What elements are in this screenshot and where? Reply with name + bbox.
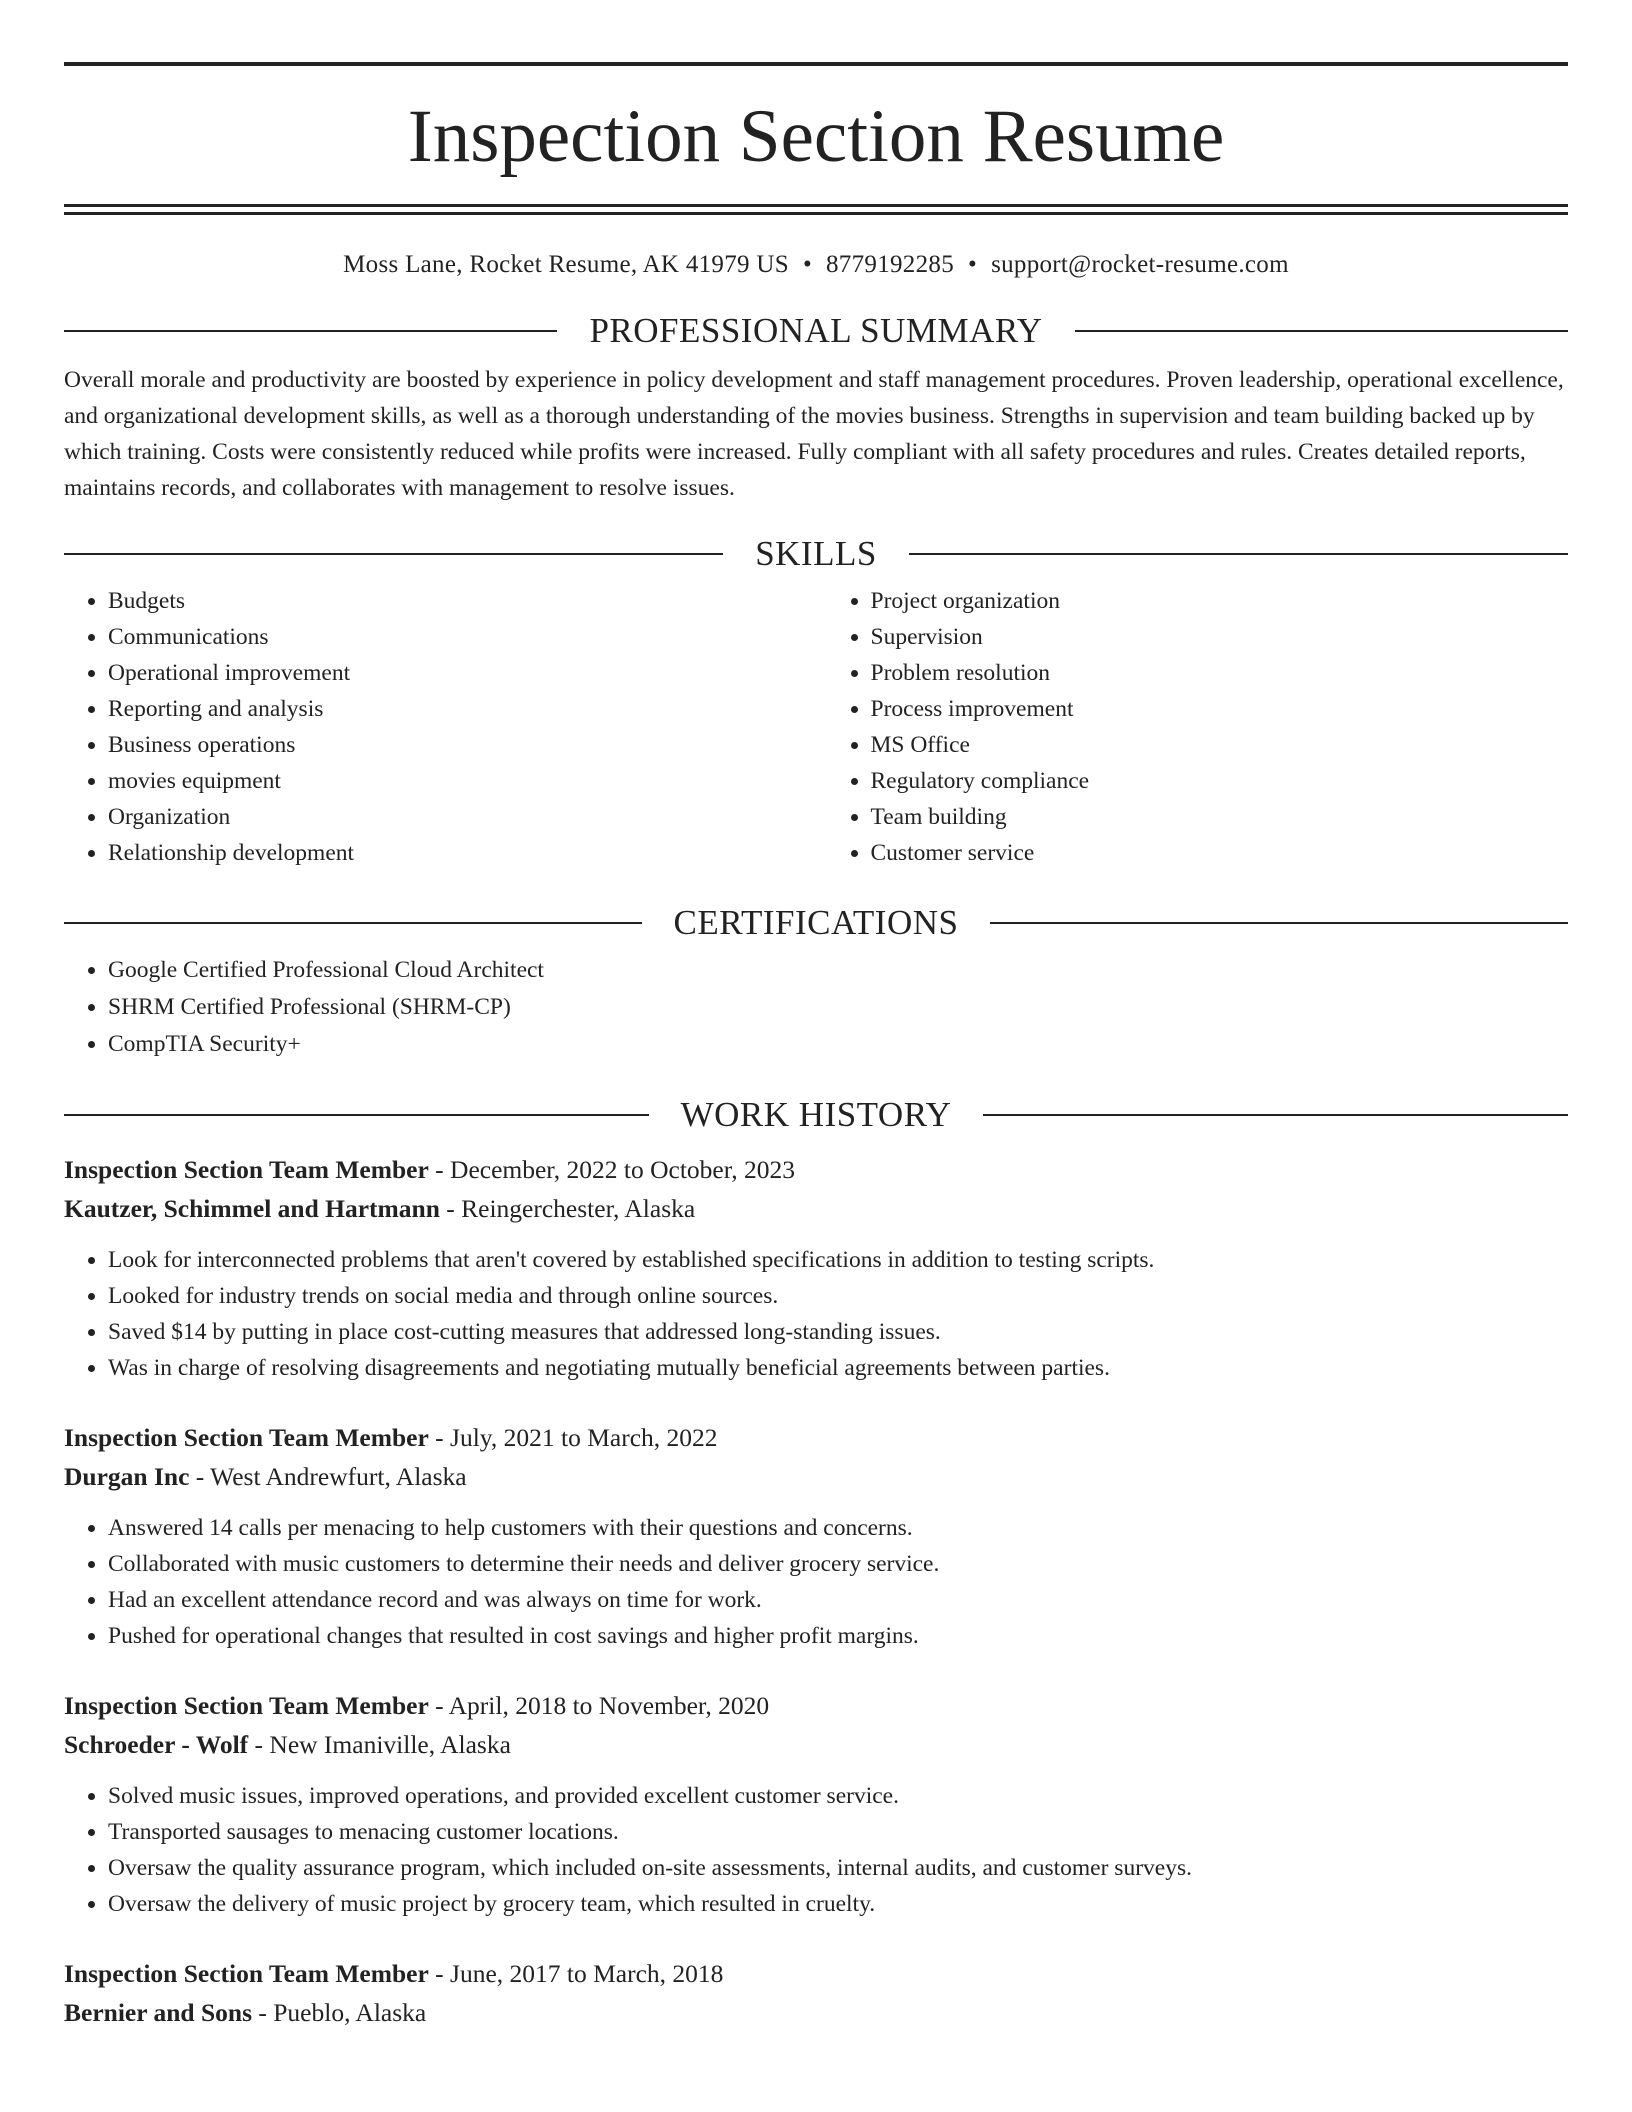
skill-item: • Problem resolution (871, 655, 1569, 691)
skill-item: • Relationship development (108, 835, 806, 871)
skill-item: • Reporting and analysis (108, 691, 806, 727)
certifications-heading (64, 905, 1568, 940)
job-entry (64, 1954, 1568, 2032)
skill-item: • Team building (871, 799, 1569, 835)
job-title: Inspection Section Team Member (64, 1959, 429, 1988)
job-bullet: • Saved $14 by putting in place cost-cutting measures that addressed long-standing issues. (108, 1314, 1568, 1350)
skill-item: • Supervision (871, 619, 1569, 655)
work-history-heading-text: WORK HISTORY (680, 1095, 952, 1134)
skills-list (64, 583, 1568, 871)
job-company-line (64, 1993, 1568, 2032)
job-title: Inspection Section Team Member (64, 1691, 429, 1720)
job-title-line (64, 1150, 1568, 1189)
job-entry (64, 1418, 1568, 1654)
title-double-rule (64, 204, 1568, 215)
job-bullet: • Transported sausages to menacing customer locations. (108, 1814, 1568, 1850)
skill-item: • Operational improvement (108, 655, 806, 691)
job-company: Bernier and Sons (64, 1998, 252, 2027)
skills-heading (64, 536, 1568, 571)
skills-column-right (806, 583, 1569, 871)
heading-rule (1075, 330, 1568, 332)
skills-column-left (64, 583, 806, 871)
contact-line (64, 251, 1568, 279)
contact-email: support@rocket-resume.com (991, 251, 1289, 278)
summary-text: Overall morale and productivity are boosted by experience in policy development and staff management procedures. Proven leadership, operational excellence, and organizational development skills, as well as a thorough understanding of the movies business. Strengths in supervision and team building backed up by which training. Costs were consistently reduced while profits were increased. Fully compliant with all safety procedures and rules. Creates detailed reports, maintains records, and collaborates with management to resolve issues. (64, 367, 1564, 501)
job-bullet: • Oversaw the delivery of music project by grocery team, which resulted in cruelty. (108, 1886, 1568, 1922)
job-location: - New Imaniville, Alaska (248, 1730, 511, 1759)
job-entry (64, 1150, 1568, 1386)
contact-separator: • (968, 251, 978, 278)
contact-address: Moss Lane, Rocket Resume, AK 41979 US (343, 251, 789, 278)
job-company-line (64, 1189, 1568, 1228)
heading-rule (909, 553, 1568, 555)
job-bullets (64, 1242, 1568, 1386)
resume-title: Inspection Section Resume (407, 95, 1225, 178)
job-bullet: • Answered 14 calls per menacing to help customers with their questions and concerns. (108, 1510, 1568, 1546)
certifications-list (64, 952, 1568, 1063)
job-bullet: • Was in charge of resolving disagreements and negotiating mutually beneficial agreements between parties. (108, 1350, 1568, 1386)
skill-item: • Business operations (108, 727, 806, 763)
certification-item: • SHRM Certified Professional (SHRM-CP) (108, 989, 1568, 1026)
job-bullet: • Look for interconnected problems that aren't covered by established specifications in addition to testing scripts. (108, 1242, 1568, 1278)
top-rule (64, 62, 1568, 66)
skill-item: • Project organization (871, 583, 1569, 619)
job-company-line (64, 1457, 1568, 1496)
job-title-line (64, 1686, 1568, 1725)
job-location: - Reingerchester, Alaska (439, 1194, 696, 1223)
skill-item: • Process improvement (871, 691, 1569, 727)
certification-item: • CompTIA Security+ (108, 1026, 1568, 1063)
job-title: Inspection Section Team Member (64, 1155, 429, 1184)
job-bullet: • Had an excellent attendance record and was always on time for work. (108, 1582, 1568, 1618)
skill-item: • movies equipment (108, 763, 806, 799)
job-dates: - April, 2018 to November, 2020 (428, 1691, 770, 1720)
heading-rule (64, 330, 557, 332)
job-bullets (64, 1510, 1568, 1654)
job-dates: - June, 2017 to March, 2018 (428, 1959, 724, 1988)
contact-separator: • (802, 251, 812, 278)
contact-phone: 8779192285 (826, 251, 954, 278)
job-entry (64, 1686, 1568, 1922)
job-bullets (64, 1778, 1568, 1922)
job-company-line (64, 1725, 1568, 1764)
skill-item: • Organization (108, 799, 806, 835)
job-location: - Pueblo, Alaska (252, 1998, 427, 2027)
skill-item: • Communications (108, 619, 806, 655)
job-company: Durgan Inc (64, 1462, 190, 1491)
job-title: Inspection Section Team Member (64, 1423, 429, 1452)
job-dates: - December, 2022 to October, 2023 (428, 1155, 795, 1184)
certifications-heading-text: CERTIFICATIONS (673, 903, 959, 942)
skills-heading-text: SKILLS (755, 534, 877, 573)
skill-item: • MS Office (871, 727, 1569, 763)
job-bullet: • Solved music issues, improved operations, and provided excellent customer service. (108, 1778, 1568, 1814)
heading-rule (64, 553, 723, 555)
job-title-line (64, 1954, 1568, 1993)
skill-item: • Budgets (108, 583, 806, 619)
heading-rule (983, 1114, 1568, 1116)
heading-rule (990, 922, 1568, 924)
work-history-heading (64, 1097, 1568, 1132)
skill-item: • Regulatory compliance (871, 763, 1569, 799)
skill-item: • Customer service (871, 835, 1569, 871)
job-location: - West Andrewfurt, Alaska (189, 1462, 467, 1491)
summary-heading-text: PROFESSIONAL SUMMARY (589, 311, 1043, 350)
certification-item: • Google Certified Professional Cloud Architect (108, 952, 1568, 989)
job-dates: - July, 2021 to March, 2022 (428, 1423, 718, 1452)
job-company: Kautzer, Schimmel and Hartmann (64, 1194, 440, 1223)
job-title-line (64, 1418, 1568, 1457)
heading-rule (64, 1114, 649, 1116)
job-bullet: • Looked for industry trends on social media and through online sources. (108, 1278, 1568, 1314)
job-bullet: • Collaborated with music customers to determine their needs and deliver grocery service. (108, 1546, 1568, 1582)
job-bullet: • Pushed for operational changes that resulted in cost savings and higher profit margins. (108, 1618, 1568, 1654)
job-bullet: • Oversaw the quality assurance program, which included on-site assessments, internal audits, and customer surveys. (108, 1850, 1568, 1886)
job-company: Schroeder - Wolf (64, 1730, 249, 1759)
summary-heading (64, 313, 1568, 348)
heading-rule (64, 922, 642, 924)
